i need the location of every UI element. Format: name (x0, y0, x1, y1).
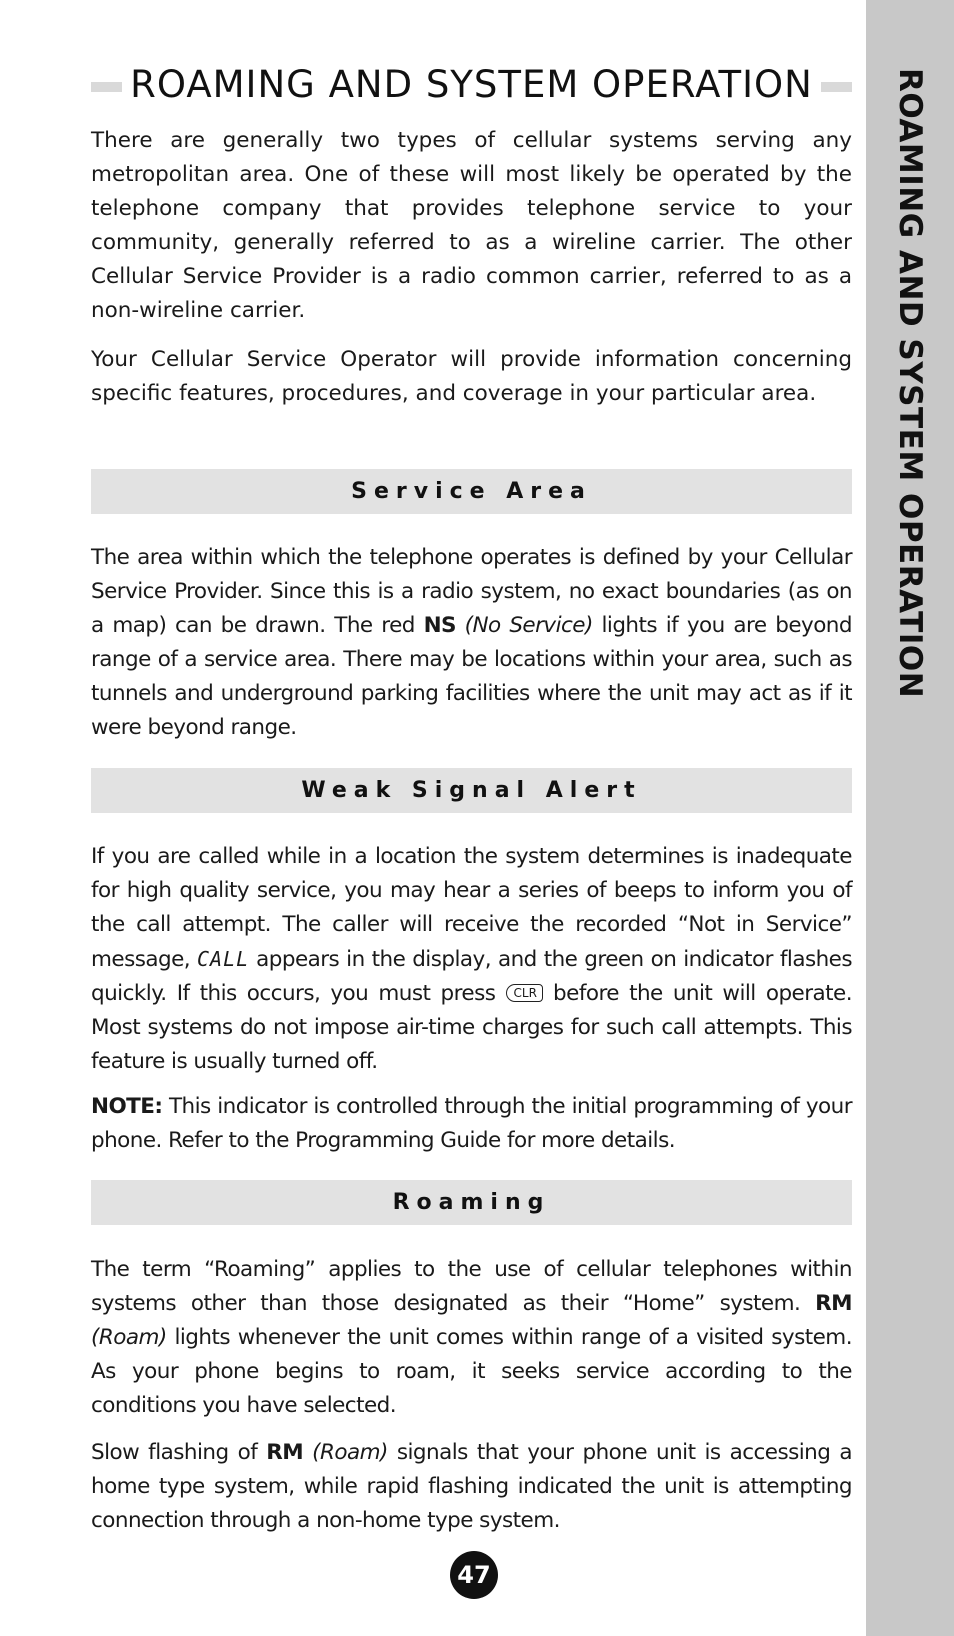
ns-indicator: NS (423, 613, 456, 638)
section-heading-roaming: Roaming (91, 1180, 852, 1225)
note-label: NOTE: (91, 1094, 163, 1119)
side-chapter-title: ROAMING AND SYSTEM OPERATION (892, 68, 928, 699)
section-heading-service-area: Service Area (91, 469, 852, 514)
clr-key-icon: CLR (506, 984, 543, 1002)
page-number-badge: 47 (450, 1551, 498, 1599)
weak-signal-note: NOTE: This indicator is controlled through the initial programming of your phone. Refer to the Programming Guide for more details. (91, 1094, 852, 1153)
roaming-paragraph-1: The term “Roaming” applies to the use of cellular telephones within systems other than those designated as their “Home” system. RM (Roam) lights whenever the unit comes within range of a visited system. As your phone begins to roam, it seeks service according to the conditions you have selected. (91, 1257, 852, 1418)
intro-paragraph-2: Your Cellular Service Operator will provide information concerning specific features, procedures, and coverage in your particular area. (91, 347, 852, 406)
page-title: ROAMING AND SYSTEM OPERATION (122, 63, 821, 106)
roaming-paragraph-2: Slow flashing of RM (Roam) signals that your phone unit is accessing a home type system, while rapid flashing indicated the unit is attempting connection through a non-home type system. (91, 1440, 852, 1533)
service-area-paragraph: The area within which the telephone operates is defined by your Cellular Service Provider. Since this is a radio system, no exact boundaries (as on a map) can be drawn. The red NS (No Service) lights if you are beyond range of a service area. There may be locations within your area, such as tunnels and underground parking facilities where the unit may act as if it were beyond range. (91, 545, 852, 740)
intro-paragraph-1: There are generally two types of cellular systems serving any metropolitan area. One of these will most likely be operated by the telephone company that provides telephone service to your community, generally referred to as a wireline carrier. The other Cellular Service Provider is a radio common carrier, referred to as a non-wireline carrier. (91, 128, 852, 323)
rm-indicator: RM (266, 1440, 304, 1465)
rm-indicator: RM (815, 1291, 852, 1316)
weak-signal-paragraph: If you are called while in a location the system determines is inadequate for high quality service, you may hear a series of beeps to inform you of the call attempt. The caller will receive the recorded “Not in Service” message, CALL appears in the display, and the green on indicator flashes quickly. If this occurs, you must press CLR before the unit will operate. Most systems do not impose air-time charges for such call attempts. This feature is usually turned off. (91, 844, 852, 1074)
call-display-glyph: CALL (197, 947, 250, 971)
side-chapter-tab (866, 0, 954, 1636)
page-title-block (91, 62, 852, 108)
section-heading-weak-signal-alert: Weak Signal Alert (91, 768, 852, 813)
